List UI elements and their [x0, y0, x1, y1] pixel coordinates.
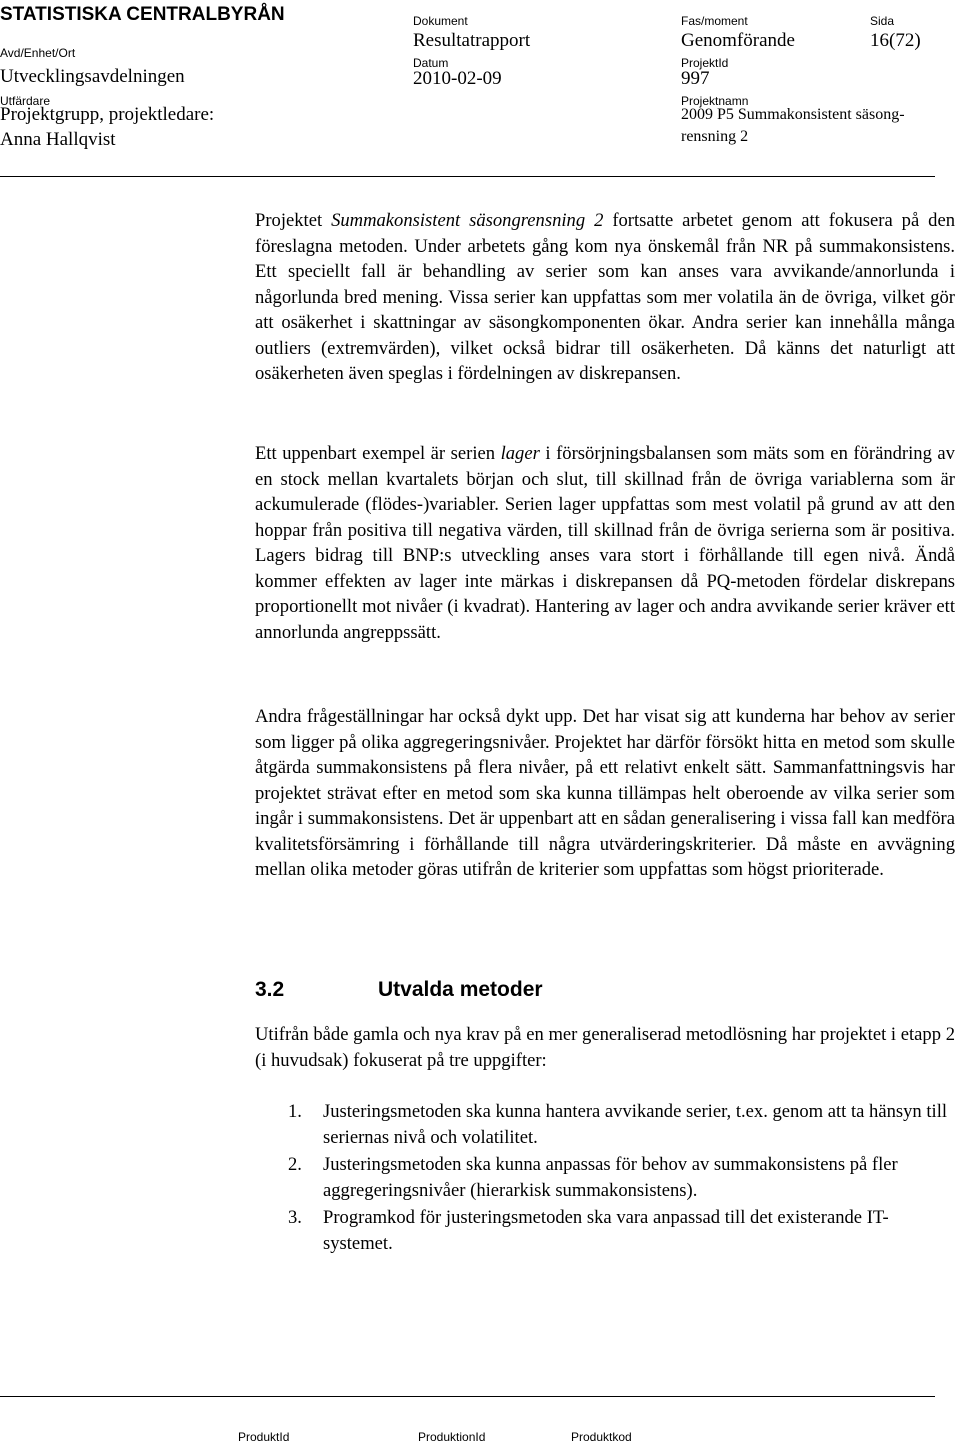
- page-number: 16(72): [870, 30, 921, 51]
- paragraph-3-text: Andra frågeställningar har också dykt upp. Det har visat sig att kunderna har behov av serier som ligger på olika aggregeringsnivåer. Projektet har därför försökt hitta en metod som skulle åtgärda summakonsistens på flera nivåer, på ett relativt enkelt sätt. Sammanfattningsvis har projektet strävat efter en metod som ska kunna tillämpas helt oberoende av vilka serier som ingår i summakonsistens. Det är uppenbart att en sådan generalisering i vissa fall kan medföra kvalitetsförsämring i förhållande till några utvärderingskriterier. Då måste en avvägning mellan olika metoder göras utifrån de kriterier som uppfattas som högst prioriterade.: [255, 706, 955, 880]
- footer-product-id: ProduktId: [238, 1430, 290, 1444]
- project-name-value-cont: rensning 2: [681, 128, 749, 145]
- task-list: [255, 1099, 955, 1258]
- list-text: Justeringsmetoden ska kunna anpassas för behov av summakonsistens på fler aggregeringsnivåer (hierarkisk summakonsistens).: [323, 1154, 898, 1201]
- project-id-value: 997: [681, 68, 710, 89]
- document-value: Resultatrapport: [413, 30, 531, 51]
- issuer-label: Utfärdare: [0, 94, 51, 108]
- list-item: [255, 1205, 955, 1256]
- page-label: Sida: [870, 14, 895, 28]
- header-divider: [0, 176, 935, 177]
- section-title: Utvalda metoder: [378, 978, 543, 1001]
- department-value: Utvecklingsavdelningen: [0, 66, 185, 87]
- paragraph-2: [255, 441, 955, 645]
- list-number: 3.: [288, 1207, 302, 1228]
- project-name-label: Projektnamn: [681, 94, 749, 108]
- issuer-value: Projektgrupp, projektledare:: [0, 104, 215, 125]
- list-number: 2.: [288, 1154, 302, 1175]
- phase-value: Genomförande: [681, 30, 795, 51]
- paragraph-2-start: Ett uppenbart exempel är serien: [255, 443, 501, 464]
- section-number: 3.2: [255, 978, 285, 1001]
- list-text: Justeringsmetoden ska kunna hantera avvikande serier, t.ex. genom att ta hänsyn till seriernas nivå och volatilitet.: [323, 1101, 948, 1148]
- list-text: Programkod för justeringsmetoden ska vara anpassad till det existerande IT-systemet.: [323, 1207, 889, 1254]
- footer-divider: [0, 1396, 935, 1397]
- organization-name: STATISTISKA CENTRALBYRÅN: [0, 4, 285, 25]
- footer-production-id: ProduktionId: [418, 1430, 486, 1444]
- paragraph-1-rest: fortsatte arbetet genom att fokusera på den föreslagna metoden. Under arbetets gång kom nya önskemål från NR på summakonsistens. Ett speciellt fall är behandling av serier som kan anses vara avvikande/annorlunda i någorlunda bred mening. Vissa serier kan uppfattas som mer volatila än de övriga, vilket gör att osäkerhet i skattningar av säsongkomponenten ökar. Andra serier kan innehålla många outliers (extremvärden), vilket också bidrar till osäkerheten. Då känns det naturligt att osäkerheten även speglas i fördelningen av diskrepansen.: [255, 210, 955, 384]
- series-name-italic: lager: [500, 443, 540, 464]
- paragraph-3: [255, 704, 955, 883]
- date-value: 2010-02-09: [413, 68, 502, 89]
- list-item: [255, 1152, 955, 1203]
- paragraph-1: [255, 208, 955, 387]
- date-label: Datum: [413, 56, 449, 70]
- paragraph-4-text: Utifrån både gamla och nya krav på en mer generaliserad metodlösning har projektet i etapp 2 (i huvudsak) fokuserat på tre uppgifter:: [255, 1024, 955, 1071]
- document-label: Dokument: [413, 14, 468, 28]
- list-item: [255, 1099, 955, 1150]
- project-name-italic: Summakonsistent säsongrensning 2: [331, 210, 604, 231]
- paragraph-1-start: Projektet: [255, 210, 332, 231]
- project-id-label: ProjektId: [681, 56, 729, 70]
- paragraph-2-rest: i försörjningsbalansen som mäts som en förändring av en stock mellan kvartalets början och slut, till skillnad från de övriga variablerna som är ackumulerade (flödes-)variabler. Serien lager uppfattas som mest volatil på grund av att den hoppar från positiva till negativa värden, till skillnad från de övriga serierna som är positiva. Lagers bidrag till BNP:s utveckling anses vara stort i förhållande till egen nivå. Ändå kommer effekten av lager inte märkas i diskrepansen då PQ-metoden fördelar diskrepans proportionellt mot nivåer (i kvadrat). Hantering av lager och andra avvikande serier kräver ett annorlunda angreppssätt.: [255, 443, 955, 643]
- department-label: Avd/Enhet/Ort: [0, 46, 76, 60]
- phase-label: Fas/moment: [681, 14, 748, 28]
- project-name-value: 2009 P5 Summakonsistent säsong-: [681, 106, 905, 123]
- list-number: 1.: [288, 1101, 302, 1122]
- issuer-name: Anna Hallqvist: [0, 129, 116, 150]
- footer-product-code: Produktkod: [571, 1430, 632, 1444]
- paragraph-4: [255, 1022, 955, 1073]
